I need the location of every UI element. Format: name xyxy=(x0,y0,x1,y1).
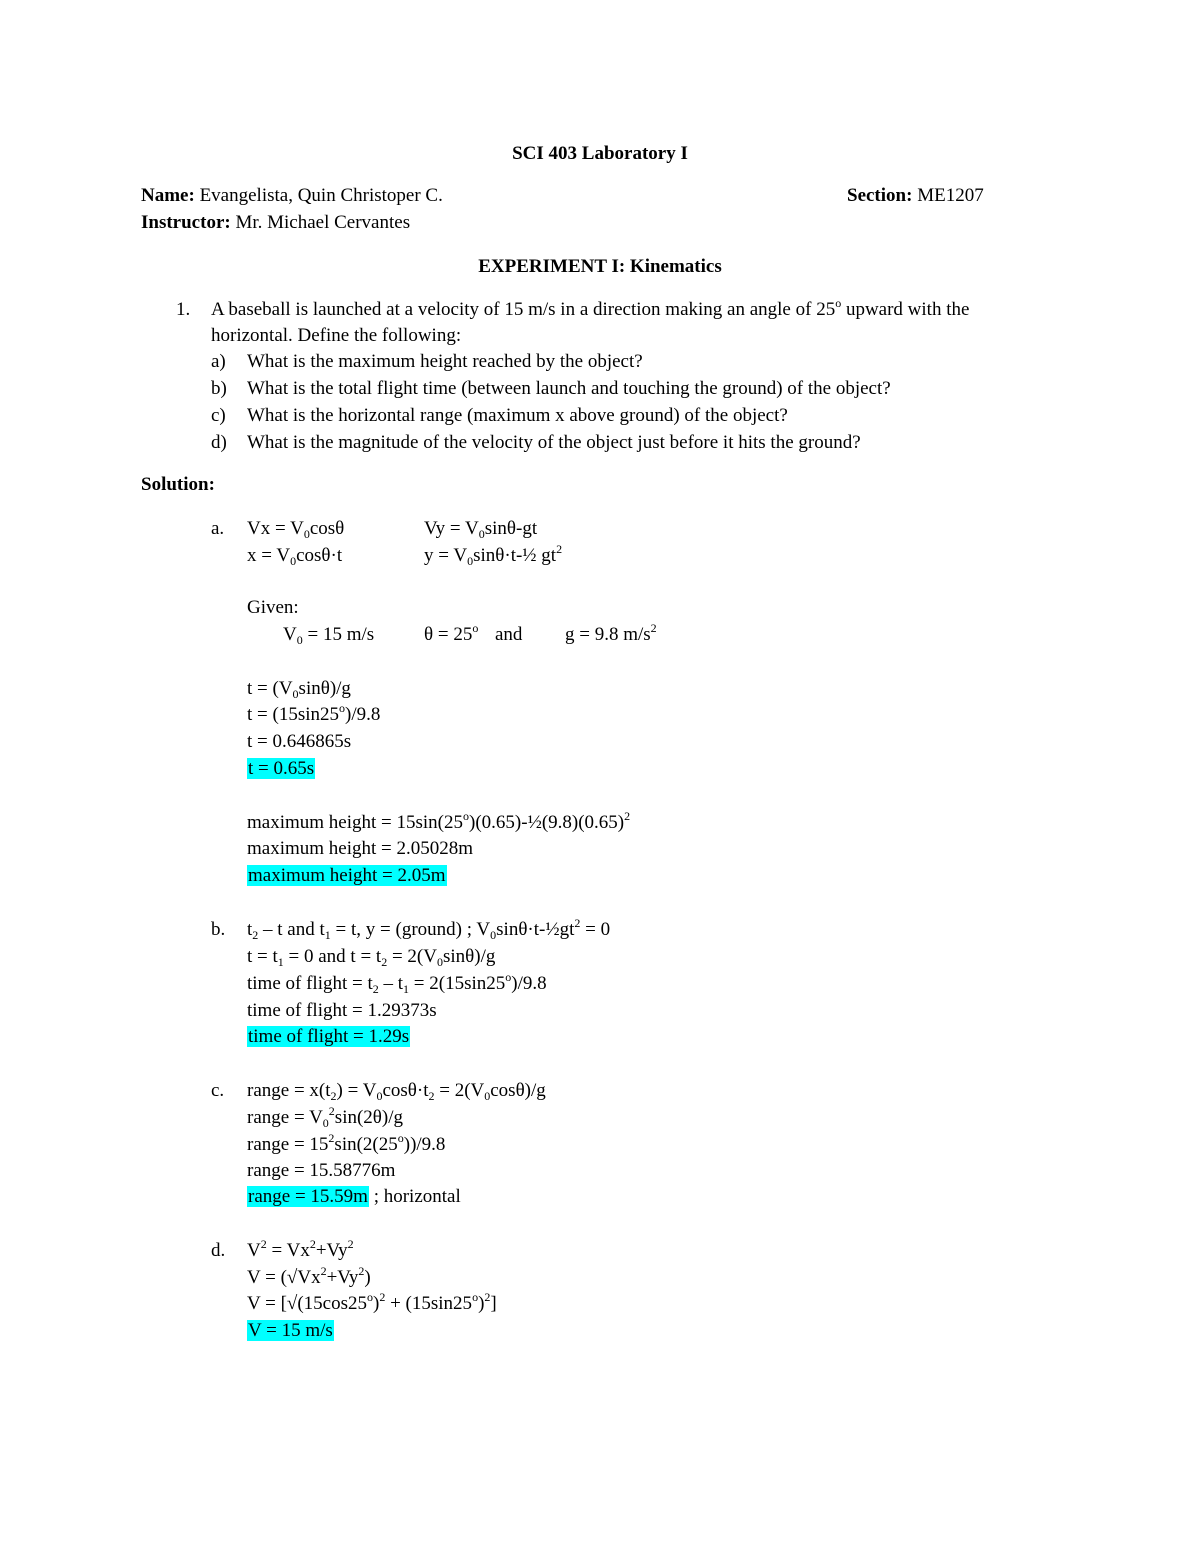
page-title: SCI 403 Laboratory I xyxy=(512,143,688,164)
eq-c-line-2: range = $V_0^2\sin(2\theta)/g$ xyxy=(247,1104,404,1130)
eq-d-line-2: $V = (√Vx^2+Vy^2)$ xyxy=(247,1264,371,1288)
question-a-text: What is the maximum height reached by the object? xyxy=(247,351,643,372)
question-c-text: What is the horizontal range (maximum x above ground) of the object? xyxy=(247,405,788,426)
eq-vy: $Vy = V_0\sin\theta-gt$ xyxy=(424,518,538,541)
instructor-info: Instructor: Mr. Michael Cervantes xyxy=(141,212,411,233)
result-velocity: V = 15 m/s xyxy=(248,1320,333,1341)
given-label: Given: xyxy=(247,597,299,618)
question-d-label: d) xyxy=(211,432,227,453)
solution-a-label: a. xyxy=(211,518,225,539)
eq-vx: $Vx = V_0\cos\theta$ xyxy=(247,518,345,541)
given-and: and xyxy=(495,624,523,645)
eq-c-line-1: range = $x(t_2) = V_0\cos\theta\cdot t_2 = 2(V_0\cos\theta)/g$ xyxy=(247,1080,546,1103)
given-g: g = 9.8 $m/s^2$ xyxy=(565,621,657,645)
question-a-label: a) xyxy=(211,351,226,372)
eq-d-line-3: $V = [√(15\cos 25^o)^2 + (15\sin 25^o)^2]$ xyxy=(247,1290,497,1314)
eq-d-line-1: $V^2 = Vx^2+Vy^2$ xyxy=(247,1237,354,1261)
solution-b-label: b. xyxy=(211,919,226,940)
problem-number: 1. xyxy=(176,299,191,320)
result-t: t = 0.65s xyxy=(248,758,315,779)
experiment-title: EXPERIMENT I: Kinematics xyxy=(478,256,722,277)
solution-d-label: d. xyxy=(211,1240,226,1261)
eq-x: $x = V_0\cos\theta\cdot t$ xyxy=(247,545,343,568)
problem-line-1: A baseball is launched at a velocity of 15 m/s in a direction making an angle of 25$^o$ upward with the xyxy=(211,296,970,320)
section-info: Section: ME1207 xyxy=(847,185,984,206)
result-max-height: maximum height = 2.05m xyxy=(248,865,446,886)
solution-heading: Solution: xyxy=(141,474,215,495)
eq-max-height-formula: maximum height = $15\sin(25^o)(0.65)-\frac{1}{2}(9.8)(0.65)^2$ xyxy=(247,809,631,833)
question-d-text: What is the magnitude of the velocity of the object just before it hits the ground? xyxy=(247,432,861,453)
result-time-of-flight: time of flight = 1.29s xyxy=(248,1026,410,1047)
eq-t-calc: t = 0.646865s xyxy=(247,731,352,752)
question-b-text: What is the total flight time (between launch and touching the ground) of the object? xyxy=(247,378,891,399)
eq-t-substitution: $t = (15\sin 25^o)/9.8$ xyxy=(247,701,381,725)
eq-b-line-3: time of flight = $t_2 - t_1 = 2(15\sin 25^o)/9.8$ xyxy=(247,970,547,996)
eq-c-line-3: range = $15^2\sin(2(25^o))/9.8$ xyxy=(247,1131,446,1155)
student-name: Name: Evangelista, Quin Christoper C. xyxy=(141,185,443,206)
eq-b-line-1: $t_2$ – t and $t_1 = t$, y = (ground) ; $V_0\sin\theta\cdot t-\frac{1}{2}gt^2 = 0$ xyxy=(247,916,611,942)
eq-max-height-calc: maximum height = 2.05028m xyxy=(247,838,474,859)
eq-y: $y = V_0\sin\theta\cdot t-\frac{1}{2}$ $gt^2$ xyxy=(424,542,563,568)
solution-c-label: c. xyxy=(211,1080,225,1101)
eq-b-line-2: $t = t_1 = 0$ and $t = t_2 = 2(V_0\sin\theta)/g$ xyxy=(247,946,496,969)
eq-c-calc: range = 15.58776m xyxy=(247,1160,396,1181)
question-c-label: c) xyxy=(211,405,226,426)
given-theta: $\theta = 25^o$ xyxy=(424,621,479,645)
question-b-label: b) xyxy=(211,378,227,399)
problem-line-2: horizontal. Define the following: xyxy=(211,325,462,346)
result-range: range = 15.59m ; horizontal xyxy=(248,1186,461,1207)
eq-t-formula: $t = (V_0\sin\theta)/g$ xyxy=(247,678,351,701)
given-v0: $V_0 = 15$ m/s xyxy=(283,624,375,647)
eq-b-calc: time of flight = 1.29373s xyxy=(247,1000,437,1021)
